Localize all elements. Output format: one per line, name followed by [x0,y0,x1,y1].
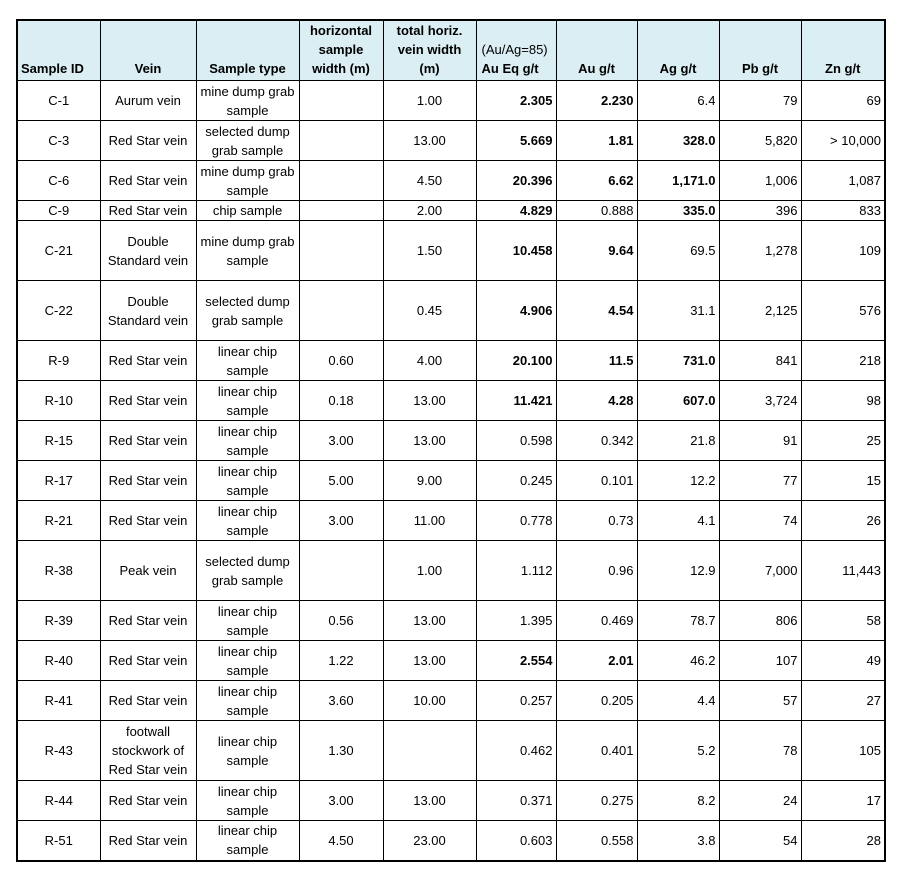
cell-zn: 15 [801,461,885,501]
cell-total-width: 13.00 [383,781,476,821]
cell-pb: 841 [719,341,801,381]
cell-total-width: 13.00 [383,121,476,161]
cell-pb: 107 [719,641,801,681]
cell-sample-id: C-1 [17,81,100,121]
table-row [17,421,885,461]
cell-ag: 328.0 [637,121,719,161]
cell-horizontal-width [299,541,383,601]
table-row [17,201,885,221]
cell-zn: 28 [801,821,885,861]
assay-table-wrapper [16,19,886,862]
table-row [17,461,885,501]
header-pb: Pb g/t [719,20,801,81]
cell-pb: 1,006 [719,161,801,201]
table-row [17,781,885,821]
cell-au: 6.62 [556,161,637,201]
cell-sample-type: linear chip sample [196,421,299,461]
cell-total-width: 13.00 [383,381,476,421]
cell-au: 0.275 [556,781,637,821]
cell-horizontal-width [299,121,383,161]
cell-vein: Peak vein [100,541,196,601]
cell-sample-id: R-15 [17,421,100,461]
cell-ag: 12.2 [637,461,719,501]
cell-horizontal-width: 0.18 [299,381,383,421]
cell-au: 1.81 [556,121,637,161]
cell-au: 9.64 [556,221,637,281]
cell-zn: 833 [801,201,885,221]
cell-horizontal-width: 5.00 [299,461,383,501]
header-zn: Zn g/t [801,20,885,81]
table-row [17,681,885,721]
cell-horizontal-width: 0.56 [299,601,383,641]
cell-vein: Red Star vein [100,641,196,681]
cell-vein: Red Star vein [100,601,196,641]
cell-au-eq: 0.778 [476,501,556,541]
cell-au: 0.469 [556,601,637,641]
cell-pb: 54 [719,821,801,861]
cell-au-eq: 5.669 [476,121,556,161]
cell-sample-type: linear chip sample [196,601,299,641]
cell-au: 0.342 [556,421,637,461]
header-au-eq [476,20,556,81]
cell-sample-id: R-43 [17,721,100,781]
cell-pb: 78 [719,721,801,781]
cell-total-width: 1.50 [383,221,476,281]
cell-sample-id: C-3 [17,121,100,161]
cell-vein: Red Star vein [100,501,196,541]
cell-sample-type: linear chip sample [196,501,299,541]
cell-vein: footwall stockwork of Red Star vein [100,721,196,781]
header-au: Au g/t [556,20,637,81]
cell-au: 0.96 [556,541,637,601]
cell-au: 0.888 [556,201,637,221]
cell-ag: 69.5 [637,221,719,281]
cell-total-width: 4.00 [383,341,476,381]
cell-au-eq: 1.112 [476,541,556,601]
cell-ag: 3.8 [637,821,719,861]
cell-ag: 1,171.0 [637,161,719,201]
cell-pb: 7,000 [719,541,801,601]
table-row [17,381,885,421]
cell-horizontal-width [299,221,383,281]
cell-zn: 17 [801,781,885,821]
cell-sample-id: R-44 [17,781,100,821]
cell-au-eq: 0.603 [476,821,556,861]
cell-total-width: 13.00 [383,641,476,681]
cell-vein: Red Star vein [100,681,196,721]
header-horizontal-width: horizontal sample width (m) [299,20,383,81]
cell-au-eq: 0.598 [476,421,556,461]
cell-sample-type: linear chip sample [196,721,299,781]
cell-sample-id: R-38 [17,541,100,601]
cell-total-width [383,721,476,781]
cell-ag: 6.4 [637,81,719,121]
cell-au-eq: 2.305 [476,81,556,121]
cell-sample-type: linear chip sample [196,341,299,381]
cell-total-width: 1.00 [383,541,476,601]
cell-au-eq: 1.395 [476,601,556,641]
cell-au: 4.54 [556,281,637,341]
cell-vein: Red Star vein [100,821,196,861]
table-row [17,821,885,861]
cell-au-eq: 2.554 [476,641,556,681]
cell-au-eq: 10.458 [476,221,556,281]
cell-total-width: 13.00 [383,421,476,461]
cell-total-width: 0.45 [383,281,476,341]
cell-sample-id: R-41 [17,681,100,721]
cell-vein: Double Standard vein [100,281,196,341]
cell-total-width: 9.00 [383,461,476,501]
cell-au: 0.401 [556,721,637,781]
cell-zn: 69 [801,81,885,121]
cell-sample-type: linear chip sample [196,641,299,681]
header-au-eq-note: (Au/Ag=85) [481,42,548,57]
cell-total-width: 10.00 [383,681,476,721]
cell-au-eq: 0.257 [476,681,556,721]
cell-ag: 5.2 [637,721,719,781]
cell-zn: 1,087 [801,161,885,201]
cell-sample-id: R-51 [17,821,100,861]
cell-sample-type: selected dump grab sample [196,541,299,601]
cell-au-eq: 0.371 [476,781,556,821]
cell-ag: 335.0 [637,201,719,221]
table-row [17,221,885,281]
cell-sample-type: mine dump grab sample [196,221,299,281]
cell-au-eq: 11.421 [476,381,556,421]
cell-ag: 731.0 [637,341,719,381]
cell-pb: 24 [719,781,801,821]
assay-results-table [16,19,886,862]
cell-au-eq: 20.100 [476,341,556,381]
cell-vein: Red Star vein [100,201,196,221]
header-ag: Ag g/t [637,20,719,81]
cell-ag: 607.0 [637,381,719,421]
cell-au: 0.73 [556,501,637,541]
cell-ag: 31.1 [637,281,719,341]
cell-total-width: 13.00 [383,601,476,641]
cell-sample-type: selected dump grab sample [196,281,299,341]
cell-pb: 91 [719,421,801,461]
cell-au-eq: 0.245 [476,461,556,501]
cell-horizontal-width: 3.00 [299,501,383,541]
cell-ag: 4.1 [637,501,719,541]
cell-total-width: 2.00 [383,201,476,221]
cell-ag: 46.2 [637,641,719,681]
table-row [17,501,885,541]
cell-pb: 5,820 [719,121,801,161]
cell-vein: Red Star vein [100,381,196,421]
cell-vein: Red Star vein [100,421,196,461]
cell-sample-id: R-21 [17,501,100,541]
cell-au: 11.5 [556,341,637,381]
cell-zn: 98 [801,381,885,421]
cell-sample-id: R-9 [17,341,100,381]
table-body [17,81,885,861]
cell-ag: 8.2 [637,781,719,821]
cell-au-eq: 4.906 [476,281,556,341]
cell-total-width: 23.00 [383,821,476,861]
cell-zn: 27 [801,681,885,721]
cell-ag: 4.4 [637,681,719,721]
cell-au: 2.230 [556,81,637,121]
header-sample-id: Sample ID [17,20,100,81]
cell-horizontal-width [299,281,383,341]
cell-sample-id: C-22 [17,281,100,341]
cell-zn: 218 [801,341,885,381]
cell-pb: 57 [719,681,801,721]
cell-au: 4.28 [556,381,637,421]
table-row [17,341,885,381]
table-row [17,281,885,341]
cell-horizontal-width: 4.50 [299,821,383,861]
cell-sample-type: chip sample [196,201,299,221]
cell-sample-type: mine dump grab sample [196,161,299,201]
cell-pb: 1,278 [719,221,801,281]
cell-pb: 396 [719,201,801,221]
cell-zn: 11,443 [801,541,885,601]
table-row [17,161,885,201]
cell-zn: 58 [801,601,885,641]
cell-total-width: 4.50 [383,161,476,201]
cell-pb: 79 [719,81,801,121]
cell-pb: 806 [719,601,801,641]
cell-horizontal-width [299,81,383,121]
cell-sample-type: linear chip sample [196,381,299,421]
cell-zn: 26 [801,501,885,541]
table-row [17,601,885,641]
header-row [17,20,885,81]
cell-sample-type: mine dump grab sample [196,81,299,121]
cell-au: 2.01 [556,641,637,681]
cell-au: 0.205 [556,681,637,721]
cell-au-eq: 4.829 [476,201,556,221]
cell-sample-id: C-9 [17,201,100,221]
cell-sample-id: R-40 [17,641,100,681]
cell-horizontal-width: 3.00 [299,781,383,821]
table-row [17,121,885,161]
cell-vein: Red Star vein [100,341,196,381]
cell-sample-type: linear chip sample [196,781,299,821]
cell-sample-type: linear chip sample [196,681,299,721]
table-row [17,721,885,781]
cell-horizontal-width: 3.00 [299,421,383,461]
cell-pb: 2,125 [719,281,801,341]
cell-vein: Red Star vein [100,121,196,161]
header-au-eq-label: Au Eq g/t [481,61,539,76]
cell-sample-type: linear chip sample [196,821,299,861]
cell-zn: 576 [801,281,885,341]
cell-ag: 21.8 [637,421,719,461]
cell-horizontal-width [299,161,383,201]
cell-pb: 77 [719,461,801,501]
cell-horizontal-width: 1.30 [299,721,383,781]
table-row [17,641,885,681]
cell-vein: Red Star vein [100,161,196,201]
cell-au: 0.558 [556,821,637,861]
cell-total-width: 1.00 [383,81,476,121]
cell-au: 0.101 [556,461,637,501]
cell-sample-id: R-39 [17,601,100,641]
cell-total-width: 11.00 [383,501,476,541]
cell-sample-id: R-10 [17,381,100,421]
cell-vein: Double Standard vein [100,221,196,281]
cell-sample-id: C-6 [17,161,100,201]
cell-horizontal-width: 3.60 [299,681,383,721]
cell-vein: Red Star vein [100,781,196,821]
header-sample-type: Sample type [196,20,299,81]
cell-pb: 74 [719,501,801,541]
cell-zn: 25 [801,421,885,461]
cell-pb: 3,724 [719,381,801,421]
cell-zn: > 10,000 [801,121,885,161]
header-total-width: total horiz. vein width (m) [383,20,476,81]
cell-sample-id: R-17 [17,461,100,501]
cell-sample-type: linear chip sample [196,461,299,501]
header-vein: Vein [100,20,196,81]
cell-ag: 78.7 [637,601,719,641]
cell-zn: 105 [801,721,885,781]
table-row [17,81,885,121]
cell-zn: 109 [801,221,885,281]
cell-au-eq: 20.396 [476,161,556,201]
cell-horizontal-width: 0.60 [299,341,383,381]
cell-sample-id: C-21 [17,221,100,281]
table-row [17,541,885,601]
cell-au-eq: 0.462 [476,721,556,781]
cell-vein: Red Star vein [100,461,196,501]
cell-vein: Aurum vein [100,81,196,121]
cell-zn: 49 [801,641,885,681]
cell-sample-type: selected dump grab sample [196,121,299,161]
cell-horizontal-width: 1.22 [299,641,383,681]
cell-horizontal-width [299,201,383,221]
cell-ag: 12.9 [637,541,719,601]
